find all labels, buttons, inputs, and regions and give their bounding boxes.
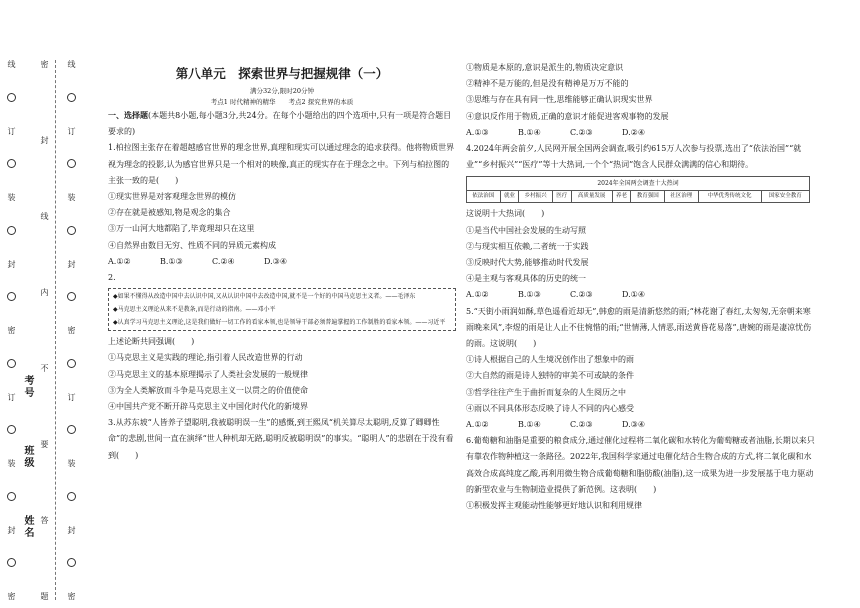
q1-item: ④自然界由数目无穷、性质不同的异质元素构成 <box>108 240 276 250</box>
option: B.①③ <box>160 256 183 266</box>
q4-lead: 这说明十大热词( ) <box>466 209 545 219</box>
option: C.②③ <box>570 290 593 300</box>
option: A.①② <box>108 256 131 266</box>
hotwords-table <box>466 176 810 203</box>
seal-char: 内 <box>40 288 49 296</box>
circle-mark <box>7 292 16 301</box>
exam-meta: 满分32分,限时20分钟 <box>249 87 315 95</box>
table-cell: 教育强国 <box>631 191 665 203</box>
seal-char: 要 <box>40 440 49 448</box>
table-cell: 就业 <box>500 191 519 203</box>
q5-item: ①诗人根据自己的人生境况创作出了想象中的雨 <box>466 355 634 365</box>
q4-options <box>466 287 816 303</box>
q3-item: ①物质是本原的,意识是派生的,物质决定意识 <box>466 63 624 72</box>
q1-item: ①现实世界是对客观理念世界的模仿 <box>108 192 236 202</box>
q1-item: ③万一山河大地都陷了,毕竟理却只在这里 <box>108 224 255 234</box>
table-cell: 社区治理 <box>664 191 698 203</box>
option: C.②③ <box>570 420 593 430</box>
q1-stem: 1.柏拉图主张存在着超越感官世界的理念世界,真理和现实可以通过理念的追求获得。他将物质世界视为理念的投影,认为感官世界只是一个相对的映像,真正的现实存在于理念之中。下列与柏拉图的主张一致的是( ) <box>108 143 455 185</box>
option: D.②④ <box>622 127 646 137</box>
q5-item: ②大自然的雨是诗人独特的审美不可或缺的条件 <box>466 371 634 381</box>
q2-item: ①马克思主义是实践的理论,指引着人民改造世界的行动 <box>108 353 303 363</box>
seal-char: 装 <box>67 193 76 201</box>
option: B.①④ <box>518 420 541 430</box>
seal-char: 密 <box>40 60 49 68</box>
binding-margin <box>0 0 92 608</box>
seal-char: 订 <box>7 392 16 401</box>
table-row <box>467 191 810 203</box>
seal-char: 线 <box>67 60 76 68</box>
q2-quote-box <box>108 288 456 331</box>
q1-options <box>108 254 456 270</box>
field-exam-number: 考号 <box>22 375 33 399</box>
seal-char: 订 <box>67 392 76 401</box>
q2-item: ④中国共产党不断开辟马克思主义中国化时代化的新境界 <box>108 402 308 412</box>
seal-char: 装 <box>67 459 76 467</box>
table-caption: 2024年全国两会调查十大热词 <box>467 177 810 191</box>
field-name: 姓名 <box>22 515 33 539</box>
circle-mark <box>7 558 16 567</box>
seal-char: 封 <box>40 136 49 144</box>
seal-char: 密 <box>67 592 76 600</box>
field-class: 班级 <box>22 445 33 469</box>
quote: ◆如果不懂得从改造中国中去认识中国,又从认识中国中去改造中国,就不是一个好的中国马克思主义者。——毛泽东 <box>113 293 416 301</box>
q2-number: 2. <box>108 273 116 283</box>
option: D.③④ <box>264 256 288 266</box>
section-instruction: 一、选择题(本题共8小题,每小题3分,共24分。在每个小题给出的四个选项中,只有一项是符合题目要求的) <box>108 111 452 137</box>
seal-char: 线 <box>40 212 49 220</box>
circle-mark <box>67 93 76 102</box>
seal-char: 订 <box>67 126 76 135</box>
option: C.②④ <box>212 256 235 266</box>
q3-stem: 3.从苏东坡“人皆养子望聪明,我被聪明误一生”的感慨,到王熙凤“机关算尽太聪明,反算了卿卿性命”的悲剧,世间一直在演绎“世人种机却无路,聪明反被聪明误”的事实。“聪明人”的悲剧在于没有看到( ) <box>108 418 454 460</box>
circle-mark <box>67 226 76 235</box>
table-cell: 养老 <box>612 191 631 203</box>
q4-item: ③反映时代大势,能够推动时代发展 <box>466 258 589 268</box>
option: D.①④ <box>622 290 646 300</box>
q5-item: ③哲学往往产生于曲折而复杂的人生阅历之中 <box>466 387 626 397</box>
q3-item: ②精神不是万能的,但是没有精神是万万不能的 <box>466 79 629 89</box>
quote: ◆马克思主义理论从来不是教条,而是行动的指南。——邓小平 <box>113 306 276 314</box>
page-title: 第八单元 探索世界与把握规律（一） <box>175 66 389 81</box>
seal-char: 封 <box>67 525 76 534</box>
seal-char: 题 <box>40 592 49 600</box>
circle-mark <box>7 425 16 434</box>
table-cell: 高质量发展 <box>571 191 612 203</box>
circle-mark <box>7 226 16 235</box>
left-column <box>108 60 456 464</box>
circle-mark <box>7 492 16 501</box>
table-cell: 依法治国 <box>467 191 501 203</box>
circle-mark <box>7 93 16 102</box>
circle-mark <box>67 159 76 168</box>
seal-char: 答 <box>40 516 49 524</box>
q3-options <box>466 125 816 141</box>
q4-item: ①是当代中国社会发展的生动写照 <box>466 225 586 235</box>
circle-mark <box>67 292 76 301</box>
table-cell: 医疗 <box>552 191 571 203</box>
circle-mark <box>67 425 76 434</box>
q4-stem: 4.2024年两会前夕,人民网开展全国两会调查,吸引约615万人次参与投票,选出了“依法治国”“就业”“乡村振兴”“医疗”等十大热词,一个个“热词”饱含人民群众满满的信心和期待。 <box>466 144 802 170</box>
circle-mark <box>67 558 76 567</box>
circle-mark <box>7 359 16 368</box>
seal-char: 封 <box>7 525 16 534</box>
seal-char: 装 <box>7 193 16 201</box>
q6-stem: 6.葡萄糖和油脂是重要的粮食成分,通过催化过程将二氧化碳和水转化为葡萄糖或者油脂,长期以来只有靠农作物种植这一条路径。2022年,我国科学家通过电催化结合生物合成的方式,将二氧化碳和水高效合成高纯度乙酸,再利用微生物合成葡萄糖和脂肪酸(油脂),这一成果为进一步发展基于电力驱动的新型农业与生物制造业提供了新范例。这表明( ) <box>466 436 815 494</box>
q3-item: ④意识反作用于物质,正确的意识才能促进客观事物的发展 <box>466 111 669 121</box>
q4-item: ④是主观与客观具体的历史的统一 <box>466 274 586 284</box>
seal-char: 密 <box>7 326 16 334</box>
table-cell: 国家安全教育 <box>761 191 809 203</box>
exam-points: 考点1 时代精神的精华 考点2 探究世界的本质 <box>210 98 354 106</box>
option: A.①③ <box>466 127 489 137</box>
table-cell: 中华优秀传统文化 <box>698 191 761 203</box>
q5-stem: 5.“天街小雨润如酥,草色遥看近却无”,韩愈的雨是清新悠然的雨;“林花谢了春红,太匆匆,无奈朝来寒雨晚来风”,李煜的雨是让人止不住惋惜的雨;“世情薄,人情恶,雨送黄昏花易落”,唐婉的雨是凄凉忧伤的雨。这说明( ) <box>466 306 812 349</box>
inner-seal-column <box>4 60 18 600</box>
circle-mark <box>67 359 76 368</box>
table-cell: 乡村振兴 <box>519 191 553 203</box>
q5-item: ④雨以不同具体形态反映了诗人不同的内心感受 <box>466 403 634 413</box>
seal-char: 封 <box>67 259 76 268</box>
seal-char: 装 <box>7 459 16 467</box>
option: C.②③ <box>570 127 593 137</box>
seal-char: 封 <box>7 259 16 268</box>
q2-lead: 上述论断共同强调( ) <box>108 337 195 347</box>
option: B.①③ <box>518 290 541 300</box>
q5-options <box>466 417 816 433</box>
q4-item: ②与现实相互依赖,二者统一于实践 <box>466 241 589 251</box>
q1-item: ②存在就是被感知,物是观念的集合 <box>108 208 231 218</box>
q2-item: ②马克思主义的基本原理揭示了人类社会发展的一般规律 <box>108 369 308 379</box>
circle-mark <box>67 492 76 501</box>
section-heading: 一、选择题 <box>108 111 148 120</box>
q2-item: ③为全人类解放而斗争是马克思主义一以贯之的价值使命 <box>108 385 308 395</box>
seal-char: 线 <box>7 60 16 68</box>
option: B.①④ <box>518 127 541 137</box>
option: A.①② <box>466 420 489 430</box>
option: D.③④ <box>622 420 646 430</box>
middle-seal-column <box>64 60 78 600</box>
seal-char: 密 <box>67 326 76 334</box>
seal-char: 密 <box>7 592 16 600</box>
right-column <box>466 60 816 514</box>
q3-item: ③思维与存在具有同一性,思维能够正确认识现实世界 <box>466 95 653 105</box>
option: A.①② <box>466 290 489 300</box>
outer-seal-column <box>37 60 51 600</box>
circle-mark <box>7 159 16 168</box>
quote: ◆认真学习马克思主义理论,这是我们做好一切工作的看家本领,也是领导干部必须普遍掌握的工作制胜的看家本领。——习近平 <box>113 319 446 327</box>
seal-char: 订 <box>7 126 16 135</box>
seal-char: 不 <box>40 364 49 372</box>
q6-item: ①积极发挥主观能动性能够更好地认识和利用规律 <box>466 501 642 511</box>
cut-line <box>55 60 56 600</box>
